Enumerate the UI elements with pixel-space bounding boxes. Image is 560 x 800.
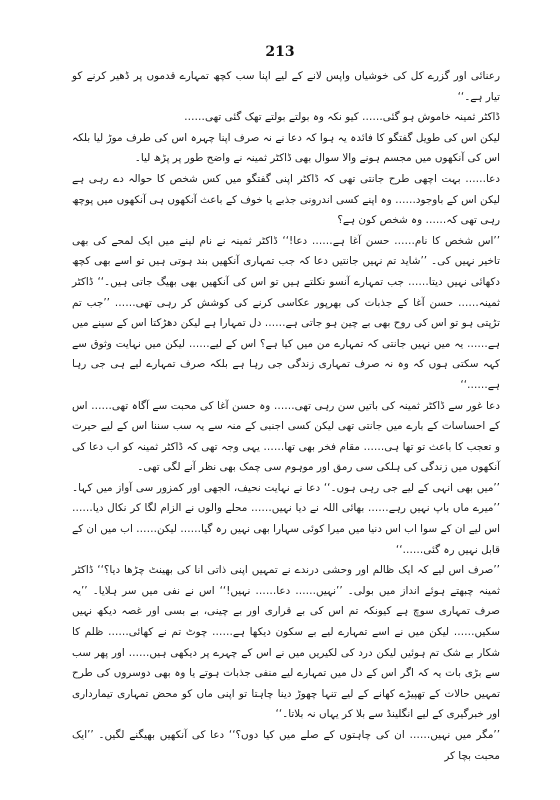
paragraph: دعا غور سے ڈاکٹر ثمینہ کی باتیں سن رہی تھی…… وہ حسن آغا کی محبت سے آگاہ تھی…… اس کے احساسات کے بارے میں جانتی تھی لیکن کسی اجنبی کے منہ سے یہ سب سننا اس کے لیے حیرت و تعجب کا باعث تو تھا ہی…… مقام فخر بھی تھا…… یہی وجہ تھی کہ ڈاکٹر ثمینہ کو اب دعا کی آنکھوں میں زندگی کی ہلکی سی رمق اور موہوم سی چمک بھی نظر آنے لگی تھی۔ <box>72 399 500 474</box>
page-number: 213 <box>265 44 295 60</box>
paragraph: ’’میں بھی انہی کے لیے جی رہی ہوں۔‘‘ دعا نے نہایت نحیف، الجھی اور کمزور سی آواز میں کہا۔ ’’میرے ماں باپ نہیں رہے…… بھائی اللہ نے دیا نہیں…… محلے والوں نے الزام لگا کر نکال دیا…… اس لیے ان کے سوا اب اس دنیا میں میرا کوئی سہارا بھی نہیں رہ گیا…… لیکن…… اب میں ان کے قابل نہیں رہ گئی……‘‘ <box>72 481 500 556</box>
paragraph: رعنائی اور گزرے کل کی خوشیاں واپس لانے کے لیے اپنا سب کچھ تمہارے قدموں پر ڈھیر کرنے کو تیار ہے۔‘‘ <box>72 70 500 103</box>
page-text-body <box>72 66 500 766</box>
paragraph: لیکن اس کی طویل گفتگو کا فائدہ یہ ہوا کہ دعا نے نہ صرف اپنا چہرہ اس کی طرف موڑ لیا بلکہ اس کی آنکھوں میں مجسم ہونے والا سوال بھی ڈاکٹر ثمینہ نے واضح طور پر پڑھ لیا۔ <box>72 131 500 165</box>
paragraph: ’’اس شخص کا نام…… حسن آغا ہے…… دعا!‘‘ ڈاکٹر ثمینہ نے نام لینے میں ایک لمحے کی بھی تاخیر نہیں کی۔ ’’شاید تم نہیں جانتیں دعا کہ جب تمہاری آنکھیں بند ہوتی ہیں تو اسے بھی کچھ دکھائی نہیں دیتا…… جب تمہارے آنسو نکلتے ہیں تو اس کی آنکھیں بھی بھیگ جاتی ہیں۔‘‘ ڈاکٹر ثمینہ…… حسن آغا کے جذبات کی بھرپور عکاسی کرنے کی کوشش کر رہی تھی…… ’’جب تم تڑپتی ہو تو اس کی روح بھی بے چین ہو جاتی ہے…… دل تمہارا ہے لیکن دھڑکتا اس کے سینے میں ہے…… یہ میں نہیں جانتی کہ تمہارے من میں کیا ہے؟ اس کے لیے…… لیکن میں نہایت وثوق سے کہہ سکتی ہوں کہ وہ نہ صرف تمہاری زندگی جی رہا ہے بلکہ صرف تمہارے لیے ہی جی رہا ہے……‘‘ <box>72 234 500 391</box>
paragraph: ’’مگر میں نہیں…… ان کی چاہتوں کے صلے میں کیا دوں؟‘‘ دعا کی آنکھیں بھیگنے لگیں۔ ’’ایک محبت بچا کر <box>72 729 500 762</box>
paragraph: دعا…… بہت اچھی طرح جانتی تھی کہ ڈاکٹر اپنی گفتگو میں کس شخص کا حوالہ دے رہی ہے لیکن اس کے باوجود…… وہ اپنے کسی اندرونی جذبے یا خوف کے باعث آنکھوں ہی آنکھوں میں پوچھ رہی تھی کہ…… وہ شخص کون ہے؟ <box>72 172 500 227</box>
paragraph: ’’صرف اس لیے کہ ایک ظالم اور وحشی درندے نے تمہیں اپنی ذاتی انا کی بھینٹ چڑھا دیا؟‘‘ ڈاکٹر ثمینہ چبھتے ہوئے انداز میں بولی۔ ’’نہیں…… دعا…… نہیں!‘‘ اس نے نفی میں سر ہلایا۔ ’’یہ صرف تمہاری سوچ ہے کیونکہ تم اس کی بے قراری اور بے چینی، بے بسی اور غصہ دیکھ نہیں سکیں…… لیکن میں نے اسے تمہارے لیے بے سکون دیکھا ہے…… چوٹ تم نے کھائی…… ظلم کا شکار بے شک تم ہوئیں لیکن درد کی لکیریں میں نے اس کے چہرے پر دیکھی ہیں…… اور پھر سب سے بڑی بات یہ کہ اگر اس کے دل میں تمہارے لیے منفی جذبات ہوتے یا وہ بھی دوسروں کی طرح تمہیں حالات کے تھپیڑے کھانے کے لیے تنہا چھوڑ دینا چاہتا تو اپنی ماں کو محض تمہاری تیمارداری اور خبرگیری کے لیے انگلینڈ سے بلا کر یہاں نہ بلاتا۔‘‘ <box>72 564 500 721</box>
paragraph: ڈاکٹر ثمینہ خاموش ہو گئی…… کیو نکہ وہ بولتے بولتے تھک گئی تھی…… <box>184 111 500 124</box>
